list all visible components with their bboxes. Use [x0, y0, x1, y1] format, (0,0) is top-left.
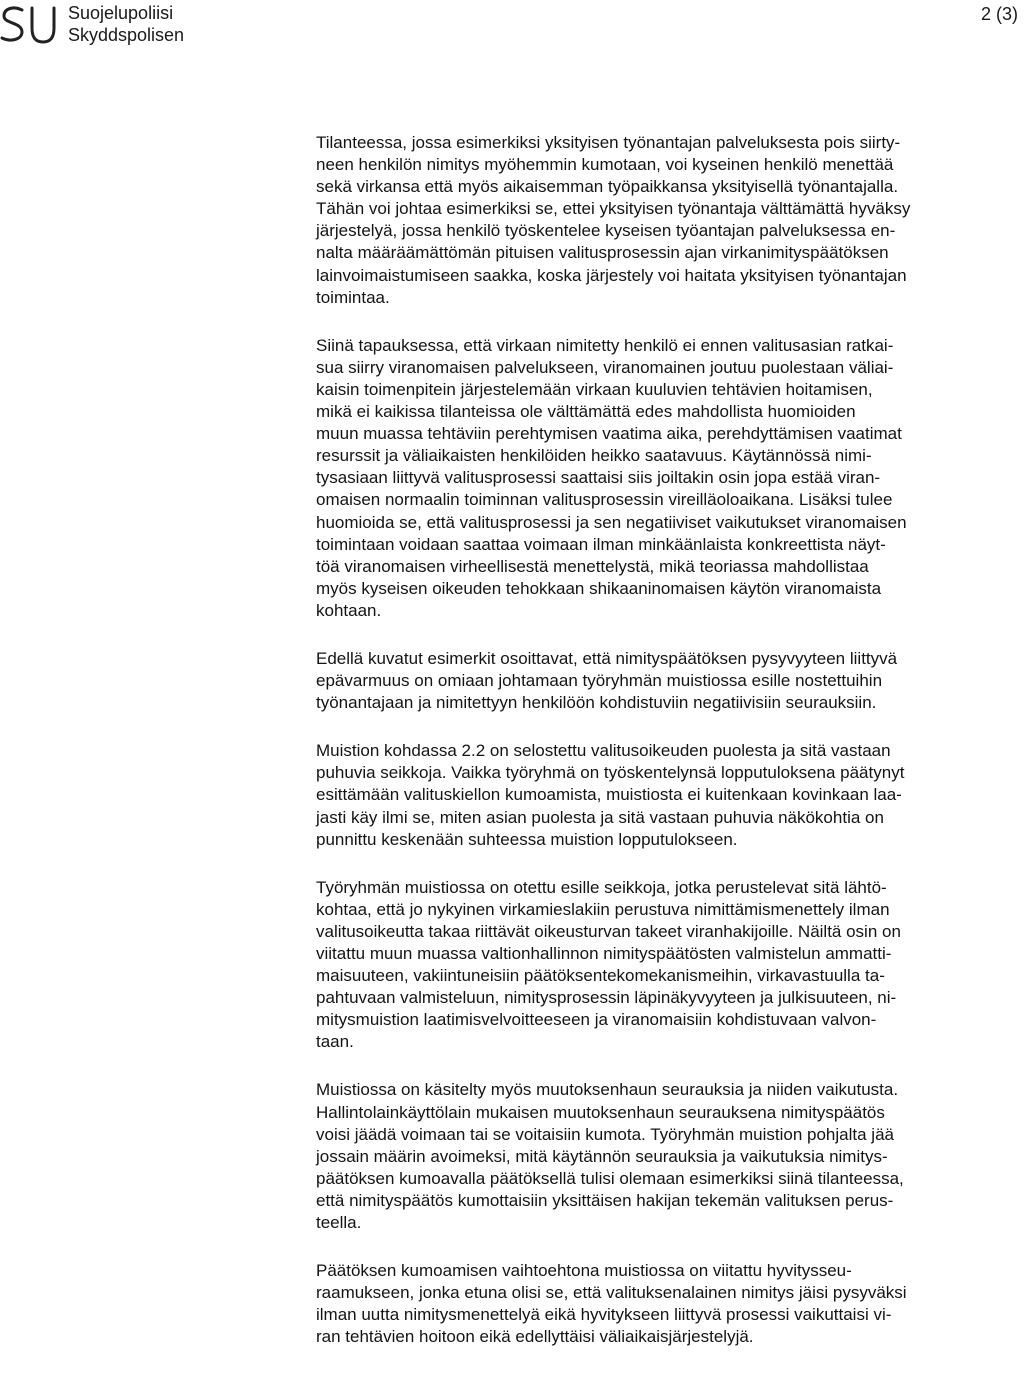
paragraph: Muistion kohdassa 2.2 on selostettu valitusoikeuden puolesta ja sitä vastaan puhuvia seikkoja. Vaikka työryhmä on työskentelynsä lopputuloksena päätynyt esittämään valituskiellon kumoamista, muistiosta ei kuitenkaan kovinkaan laa- jasti käy ilmi se, miten asian puolesta ja sitä vastaan puhuvia näkökohtia on punnittu keskenään suhteessa muistion lopputulokseen. — [316, 741, 905, 849]
paragraph: Siinä tapauksessa, että virkaan nimitetty henkilö ei ennen valitusasian ratkai- sua siirry viranomaisen palvelukseen, viranomainen joutuu puolestaan väliai- kaisin toimenpitein järjestelemään virkaan kuuluvien tehtävien hoitamisen, mikä ei kaikissa tilanteissa ole välttämättä edes mahdollista huomioiden muun muassa tehtäviin perehtymisen vaatima aika, perehdyttämisen vaatimat resurssit ja väliaikaisten henkilöiden heikko saatavuus. Käytännössä nimi- tysasiaan liittyvä valitusprosessi saattaisi siis joiltakin osin jopa estää viran- omaisen normaalin toiminnan valitusprosessin vireilläoloaikana. Lisäksi tulee huomioida se, että valitusprosessi ja sen negatiiviset vaikutukset viranomaisen toimintaan voidaan saattaa voimaan ilman minkäänlaista konkreettista näyt- töä viranomaisen virheellisestä menettelystä, mikä teoriassa mahdollistaa myös kyseisen oikeuden tehokkaan shikaaninomaisen käytön viranomaista kohtaan. — [316, 335, 907, 620]
page-header — [0, 0, 1024, 50]
org-name-swedish: Skyddspolisen — [68, 25, 185, 45]
organization-name — [68, 2, 184, 46]
paragraph: Muistiossa on käsitelty myös muutoksenhaun seurauksia ja niiden vaikutusta. Hallintolainkäyttölain mukaisen muutoksenhaun seurauksena nimityspäätös voisi jäädä voimaan tai se voitaisiin kumota. Työryhmän muistion pohjalta jää jossain määrin avoimeksi, mitä käytännön seurauksia ja vaikutuksia nimitys- päätöksen kumoavalla päätöksellä tulisi olemaan esimerkiksi siinä tilanteessa, että nimityspäätös kumottaisiin yksittäisen hakijan tekemän valituksen perus- teella. — [316, 1080, 904, 1233]
paragraph: Tilanteessa, jossa esimerkiksi yksityisen työnantajan palveluksesta pois siirty- neen henkilön nimitys myöhemmin kumotaan, voi kyseinen henkilö menettää sekä virkansa että myös aikaisemman työpaikkansa yksityisellä työnantajalla. Tähän voi johtaa esimerkiksi se, ettei yksityisen työnantaja välttämättä hyväksy järjestelyä, jossa henkilö työskentelee kyseisen työantajan palveluksessa en- nalta määräämättömän pituisen valitusprosessin ajan virkanimityspäätöksen lainvoimaistumiseen saakka, koska järjestely voi haitata yksityisen työnantajan toimintaa. — [316, 133, 911, 307]
org-name-finnish: Suojelupoliisi — [68, 3, 174, 23]
paragraph: Edellä kuvatut esimerkit osoittavat, että nimityspäätöksen pysyvyyteen liittyvä epävarmuus on omiaan johtamaan työryhmän muistiossa esille nostettuihin työnantajaan ja nimitettyyn henkilöön kohdistuviin negatiivisiin seurauksiin. — [316, 648, 898, 713]
page-number: 2 (3) — [980, 4, 1018, 24]
paragraph: Päätöksen kumoamisen vaihtoehtona muistiossa on viitattu hyvitysseu- raamukseen, jonka etuna olisi se, että valituksenalainen nimitys jäisi pysyväksi ilman uutta nimitysmenettelyä eikä hyvitykseen liittyvä prosessi vaikuttaisi vi- ran tehtävien hoitoon eikä edellyttäisi väliaikaisjärjestelyjä. — [316, 1261, 907, 1347]
paragraph: Työryhmän muistiossa on otettu esille seikkoja, jotka perustelevat sitä lähtö- kohtaa, että jo nykyinen virkamieslakiin perustuva nimittämismenettely ilman valitusoikeutta takaa riittävät oikeusturvan takeet viranhakijoille. Näiltä osin on viitattu muun muassa valtionhallinnon nimityspäätösten valmistelun ammatti- maisuuteen, vakiintuneisiin päätöksentekomekanismeihin, virkavastuulla ta- pahtuvaan valmisteluun, nimitysprosessin läpinäkyvyyteen ja julkisuuteen, ni- mitysmuistion laatimisvelvoitteeseen ja viranomaisiin kohdistuvaan valvon- taan. — [316, 877, 901, 1052]
supo-logo-icon — [0, 4, 62, 46]
document-body — [316, 132, 984, 1375]
